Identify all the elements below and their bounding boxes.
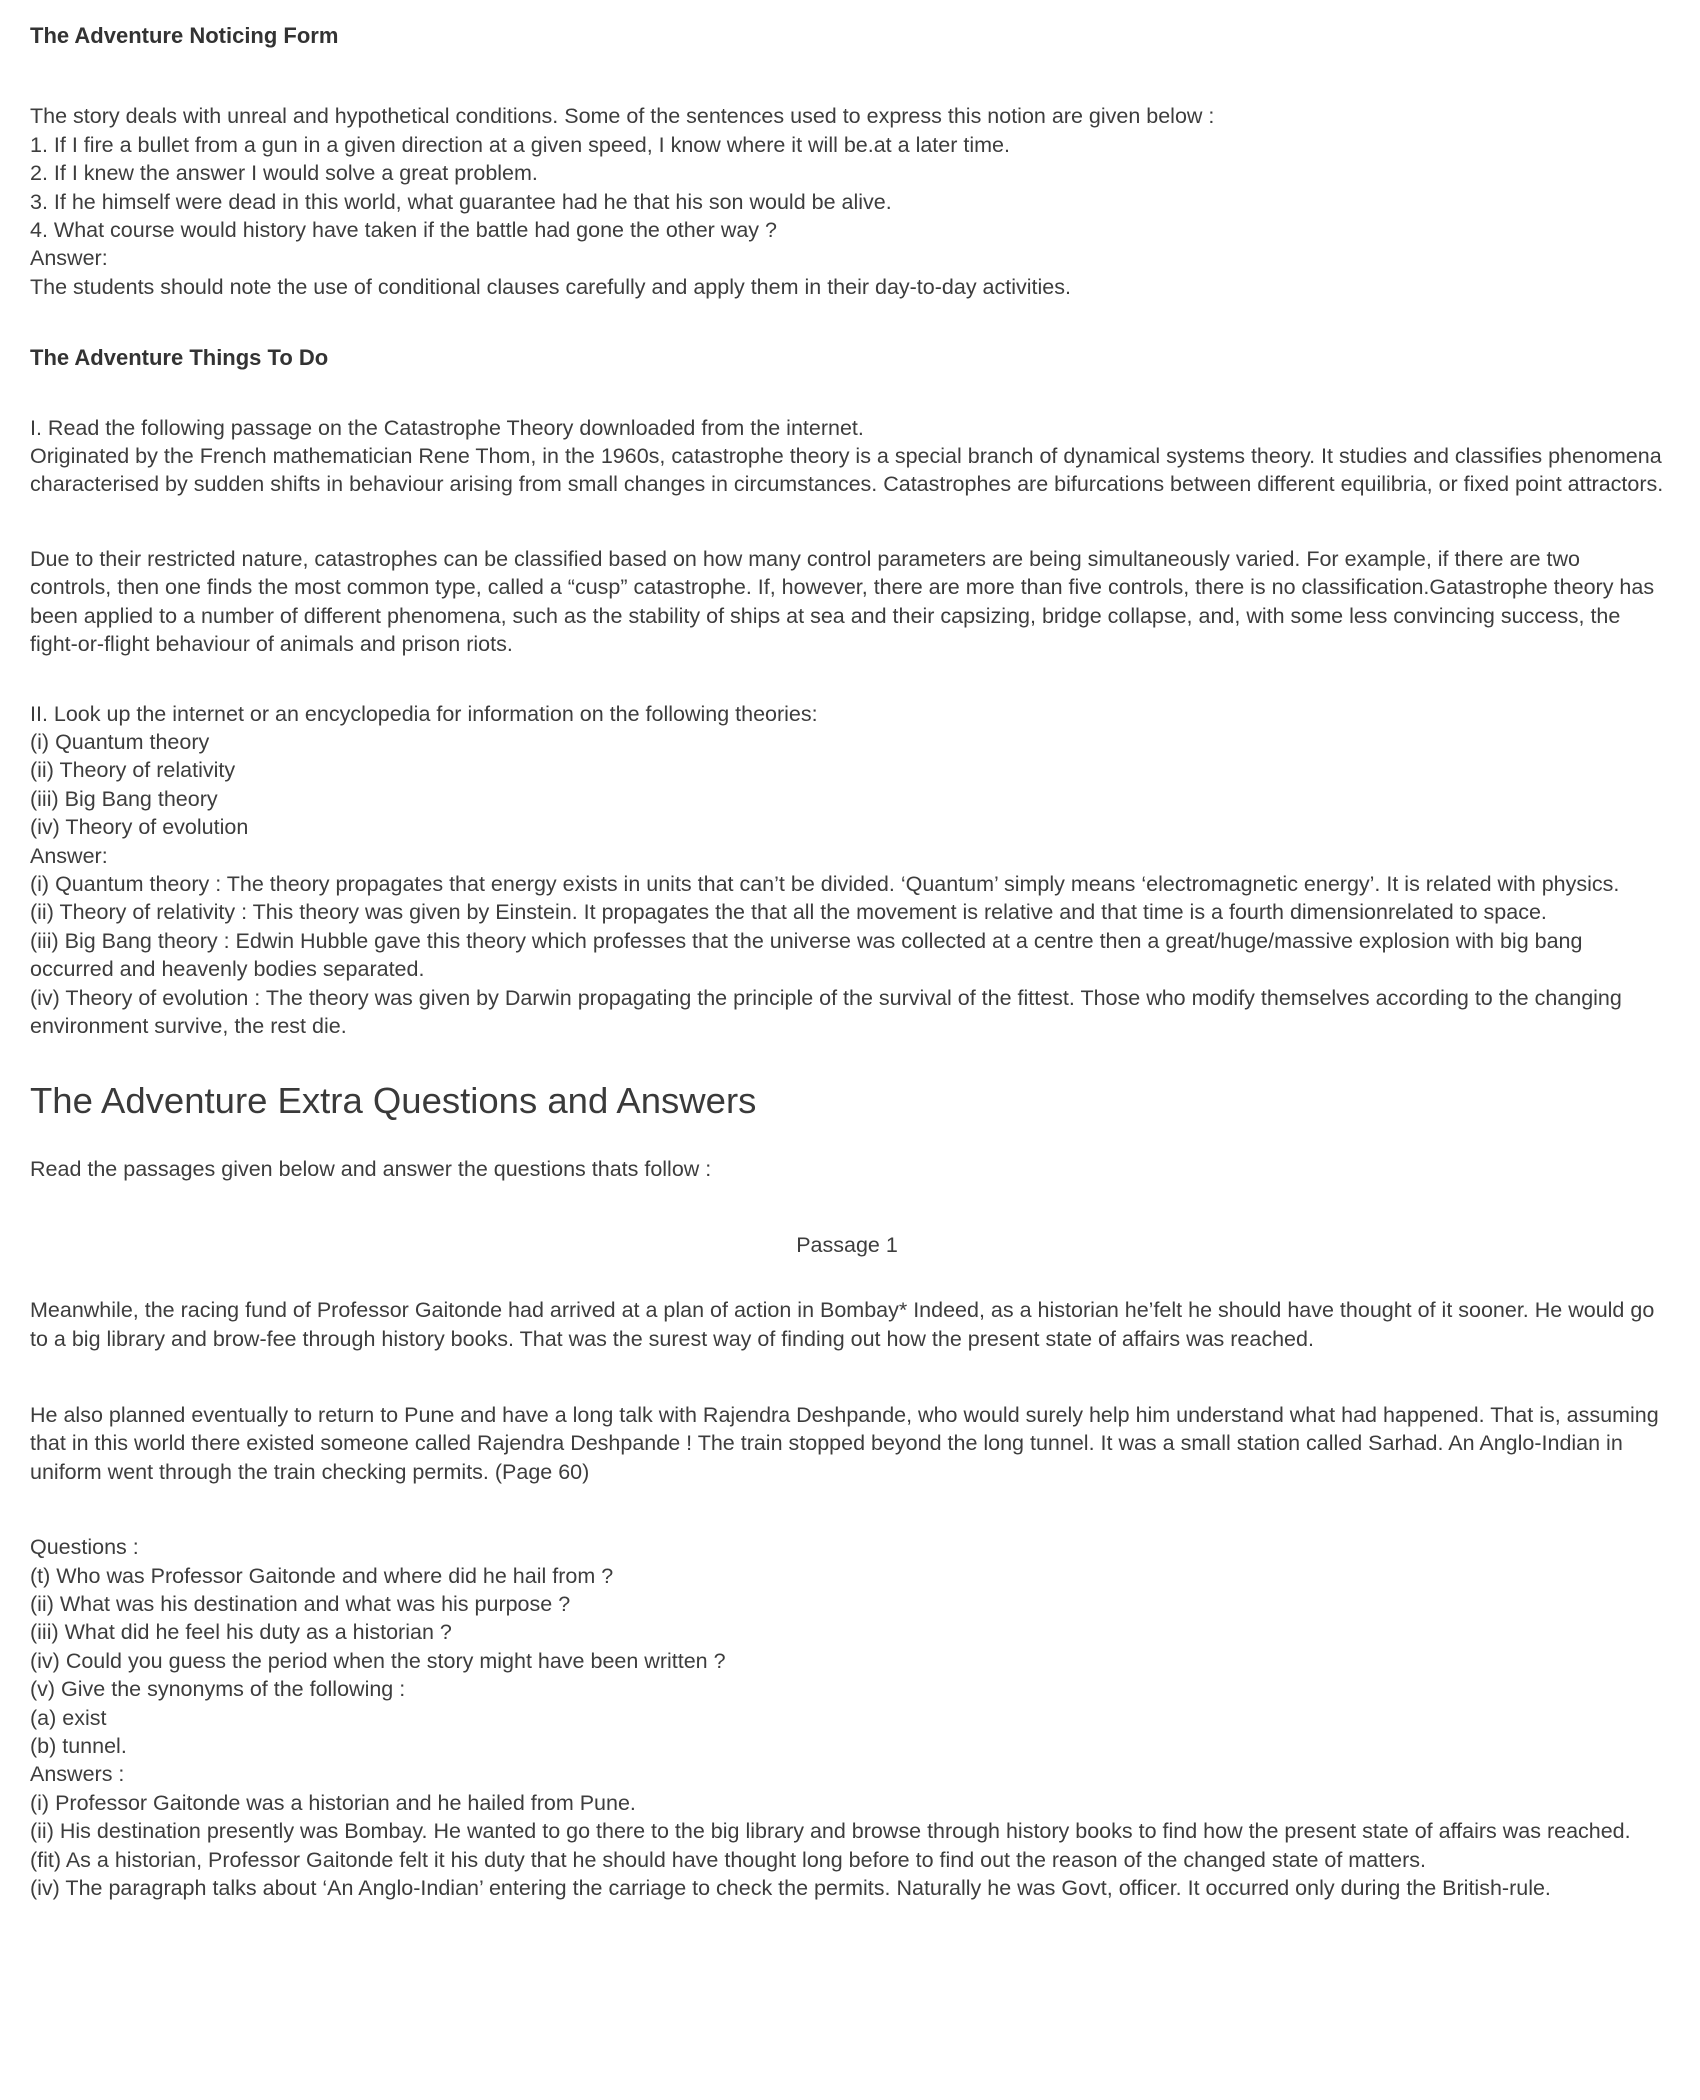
question-item: (v) Give the synonyms of the following : [30, 1677, 406, 1702]
list-item: I. Read the following passage on the Catastrophe Theory downloaded from the internet. [30, 415, 864, 440]
question-item: (a) exist [30, 1705, 107, 1730]
question-item: (b) tunnel. [30, 1734, 127, 1759]
paragraph: Meanwhile, the racing fund of Professor Gaitonde had arrived at a plan of action in Bombay* Indeed, as a historian he’felt he should have thought of it sooner. He would go to a big library and brow-fee through history books. That was the surest way of finding out how the present state of affairs was reached. [30, 1298, 1655, 1351]
answer-item: (iv) The paragraph talks about ‘An Anglo-Indian’ entering the carriage to check the permits. Naturally he was Govt, officer. It occurred only during the British-rule. [30, 1876, 1551, 1901]
document-content [30, 22, 1664, 1903]
question-item: (iii) What did he feel his duty as a historian ? [30, 1620, 452, 1645]
list-item: 4. What course would history have taken if the battle had gone the other way ? [30, 218, 777, 243]
paragraph: He also planned eventually to return to Pune and have a long talk with Rajendra Deshpande, who would surely help him understand what had happened. That is, assuming that in this world there existed someone called Rajendra Deshpande ! The train stopped beyond the long tunnel. It was a small station called Sarhad. An Anglo-Indian in uniform went through the train checking permits. (Page 60) [30, 1403, 1659, 1484]
answer-item: (iii) Big Bang theory : Edwin Hubble gave this theory which professes that the universe was collected at a centre then a great/huge/massive explosion with big bang occurred and heavenly bodies separated. [30, 928, 1583, 982]
paragraph: Originated by the French mathematician Rene Thom, in the 1960s, catastrophe theory is a special branch of dynamical systems theory. It studies and classifies phenomena characterised by sudden shifts in behaviour arising from small changes in circumstances. Catastrophes are bifurcations between different equilibria, or fixed point attractors. [30, 444, 1664, 497]
answer-label: Answer: [30, 246, 108, 271]
paragraph: Due to their restricted nature, catastrophes can be classified based on how many control parameters are being simultaneously varied. For example, if there are two controls, then one finds the most common type, called a “cusp” catastrophe. If, however, there are more than five controls, there is no classification.Gatastrophe theory has been applied to a number of different phenomena, such as the stability of ships at sea and their capsizing, bridge collapse, and, with some less convincing success, the fight-or-flight behaviour of animals and prison riots. [30, 546, 1655, 657]
list-item: (ii) Theory of relativity [30, 758, 236, 783]
question-item: (iv) Could you guess the period when the story might have been written ? [30, 1648, 726, 1673]
questions-label: Questions : [30, 1535, 139, 1560]
paragraph: Read the passages given below and answer the questions thats follow : [30, 1157, 712, 1182]
things-to-do-part-2 [30, 700, 1664, 1041]
things-to-do-part-1-continued [30, 545, 1664, 659]
question-item: (t) Who was Professor Gaitonde and where did he hail from ? [30, 1563, 614, 1588]
list-item: (iv) Theory of evolution [30, 815, 249, 840]
answer-label: Answer: [30, 843, 108, 868]
answer-item: (ii) His destination presently was Bombay. He wanted to go there to the big library and browse through history books to find how the present state of affairs was reached. [30, 1819, 1631, 1844]
list-item: II. Look up the internet or an encyclopedia for information on the following theories: [30, 701, 818, 726]
passage-title: Passage 1 [796, 1232, 898, 1257]
list-item: 3. If he himself were dead in this world, what guarantee had he that his son would be alive. [30, 189, 892, 214]
answer-item: (iv) Theory of evolution : The theory was given by Darwin propagating the principle of the survival of the fittest. Those who modify themselves according to the changing environment survive, the rest die. [30, 985, 1622, 1038]
paragraph: The story deals with unreal and hypothetical conditions. Some of the sentences used to express this notion are given below : [30, 104, 1215, 129]
answer-item: (i) Professor Gaitonde was a historian and he hailed from Pune. [30, 1790, 636, 1815]
things-to-do-part-1 [30, 414, 1664, 499]
answer-item: (fit) As a historian, Professor Gaitonde felt it his duty that he should have thought long before to find out the reason of the changed state of matters. [30, 1847, 1426, 1872]
section-heading-noticing-form: The Adventure Noticing Form [30, 23, 339, 48]
list-item: (i) Quantum theory [30, 729, 210, 754]
list-item: 1. If I fire a bullet from a gun in a given direction at a given speed, I know where it will be.at a later time. [30, 132, 1010, 157]
answers-label: Answers : [30, 1762, 125, 1787]
list-item: (iii) Big Bang theory [30, 786, 218, 811]
section-heading-things-to-do: The Adventure Things To Do [30, 345, 329, 371]
page-title-extra-questions: The Adventure Extra Questions and Answers [30, 1080, 757, 1122]
extra-questions-intro [30, 1155, 1664, 1183]
noticing-form-block [30, 102, 1664, 301]
passage-paragraph-2 [30, 1401, 1664, 1486]
list-item: 2. If I knew the answer I would solve a great problem. [30, 161, 538, 186]
question-item: (ii) What was his destination and what was his purpose ? [30, 1592, 571, 1617]
paragraph: The students should note the use of conditional clauses carefully and apply them in their day-to-day activities. [30, 274, 1071, 299]
answer-item: (i) Quantum theory : The theory propagates that energy exists in units that can’t be divided. ‘Quantum’ simply means ‘electromagnetic energy’. It is related with physics. [30, 871, 1620, 896]
answer-item: (ii) Theory of relativity : This theory was given by Einstein. It propagates the that all the movement is relative and that time is a fourth dimensionrelated to space. [30, 900, 1547, 925]
passage-paragraph-1 [30, 1296, 1664, 1353]
questions-answers-block [30, 1533, 1664, 1902]
